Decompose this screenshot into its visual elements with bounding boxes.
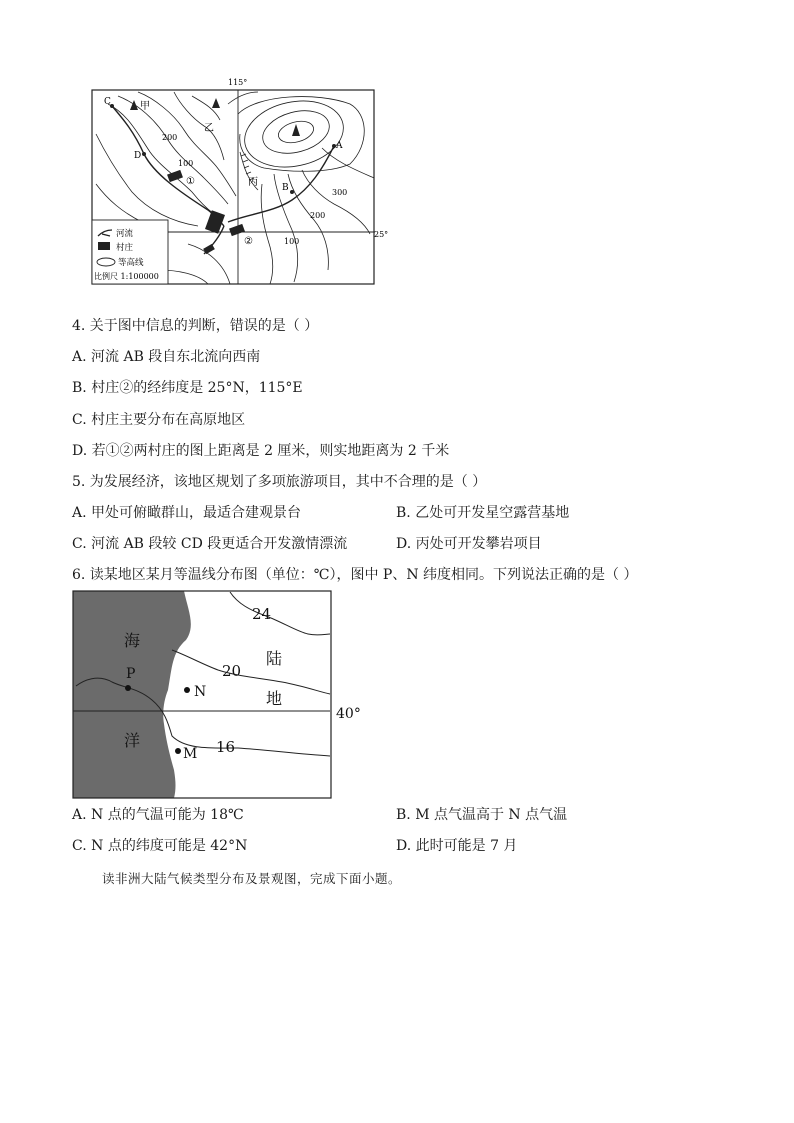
point-b-label: B xyxy=(282,183,289,193)
point-n-label: N xyxy=(194,684,207,700)
place-yi-label: 乙 xyxy=(204,123,214,134)
place-jia-label: 甲 xyxy=(140,101,150,112)
village-icon xyxy=(98,242,110,250)
land-label-2: 地 xyxy=(266,689,283,708)
legend-scale: 比例尺 1:100000 xyxy=(94,272,159,281)
lon-label: 115° xyxy=(228,78,248,87)
point-a-label: A xyxy=(336,141,343,151)
village-1-label: ① xyxy=(186,176,195,187)
isotherm-label-24: 24 xyxy=(252,605,272,623)
isotherm-map xyxy=(72,590,372,802)
question-4-stem: 4. 关于图中信息的判断，错误的是（ ） xyxy=(72,318,319,334)
contour-label-200a: 200 xyxy=(162,133,178,142)
point-p-label: P xyxy=(126,666,136,682)
contour-label-100a: 100 xyxy=(178,159,194,168)
question-5-option-a: A. 甲处可俯瞰群山，最适合建观景台 xyxy=(72,505,302,521)
question-6-option-a: A. N 点的气温可能为 18℃ xyxy=(72,807,244,823)
question-6-stem: 6. 读某地区某月等温线分布图（单位：℃），图中 P、N 纬度相同。下列说法正确的是（ ） xyxy=(72,567,638,583)
question-6-option-c: C. N 点的纬度可能是 42°N xyxy=(72,838,248,854)
question-6-option-b: B. M 点气温高于 N 点气温 xyxy=(396,807,568,823)
legend-river: 河流 xyxy=(116,229,134,239)
question-4-option-d: D. 若①②两村庄的图上距离是 2 厘米，则实地距离为 2 千米 xyxy=(72,443,450,459)
question-4-option-a: A. 河流 AB 段自东北流向西南 xyxy=(72,349,261,365)
lat-label: 25° xyxy=(374,230,389,239)
contour-label-200b: 200 xyxy=(310,211,326,220)
question-6-option-d: D. 此时可能是 7 月 xyxy=(396,838,518,854)
question-5-option-d: D. 丙处可开发攀岩项目 xyxy=(396,536,542,552)
contour-map xyxy=(88,74,392,288)
contour-label-100b: 100 xyxy=(284,237,300,246)
point-n-marker xyxy=(184,687,190,693)
question-4-option-c: C. 村庄主要分布在高原地区 xyxy=(72,412,246,428)
isotherm-label-16: 16 xyxy=(216,738,236,756)
sea-label-2: 洋 xyxy=(124,731,141,750)
map-legend xyxy=(92,220,168,284)
point-m-label: M xyxy=(183,746,198,762)
village-2-label: ② xyxy=(244,236,253,247)
isotherm-label-20: 20 xyxy=(222,662,242,680)
contour-label-300: 300 xyxy=(332,188,348,197)
place-bing-label: 丙 xyxy=(248,177,258,188)
question-4-option-b: B. 村庄②的经纬度是 25°N，115°E xyxy=(72,380,303,396)
legend-contour: 等高线 xyxy=(118,258,144,268)
sea-region xyxy=(73,591,191,798)
point-p-marker xyxy=(125,685,131,691)
next-section-intro: 读非洲大陆气候类型分布及景观图，完成下面小题。 xyxy=(102,871,402,886)
lat-40-label: 40° xyxy=(336,706,361,722)
point-c-label: C xyxy=(104,97,111,107)
question-5-stem: 5. 为发展经济，该地区规划了多项旅游项目，其中不合理的是（ ） xyxy=(72,474,487,490)
point-m-marker xyxy=(175,748,181,754)
sea-label-1: 海 xyxy=(124,631,141,650)
question-5-option-b: B. 乙处可开发星空露营基地 xyxy=(396,505,570,521)
point-d-label: D xyxy=(134,151,142,161)
legend-village: 村庄 xyxy=(116,243,134,253)
question-5-option-c: C. 河流 AB 段较 CD 段更适合开发激情漂流 xyxy=(72,536,348,552)
land-label-1: 陆 xyxy=(266,649,283,668)
